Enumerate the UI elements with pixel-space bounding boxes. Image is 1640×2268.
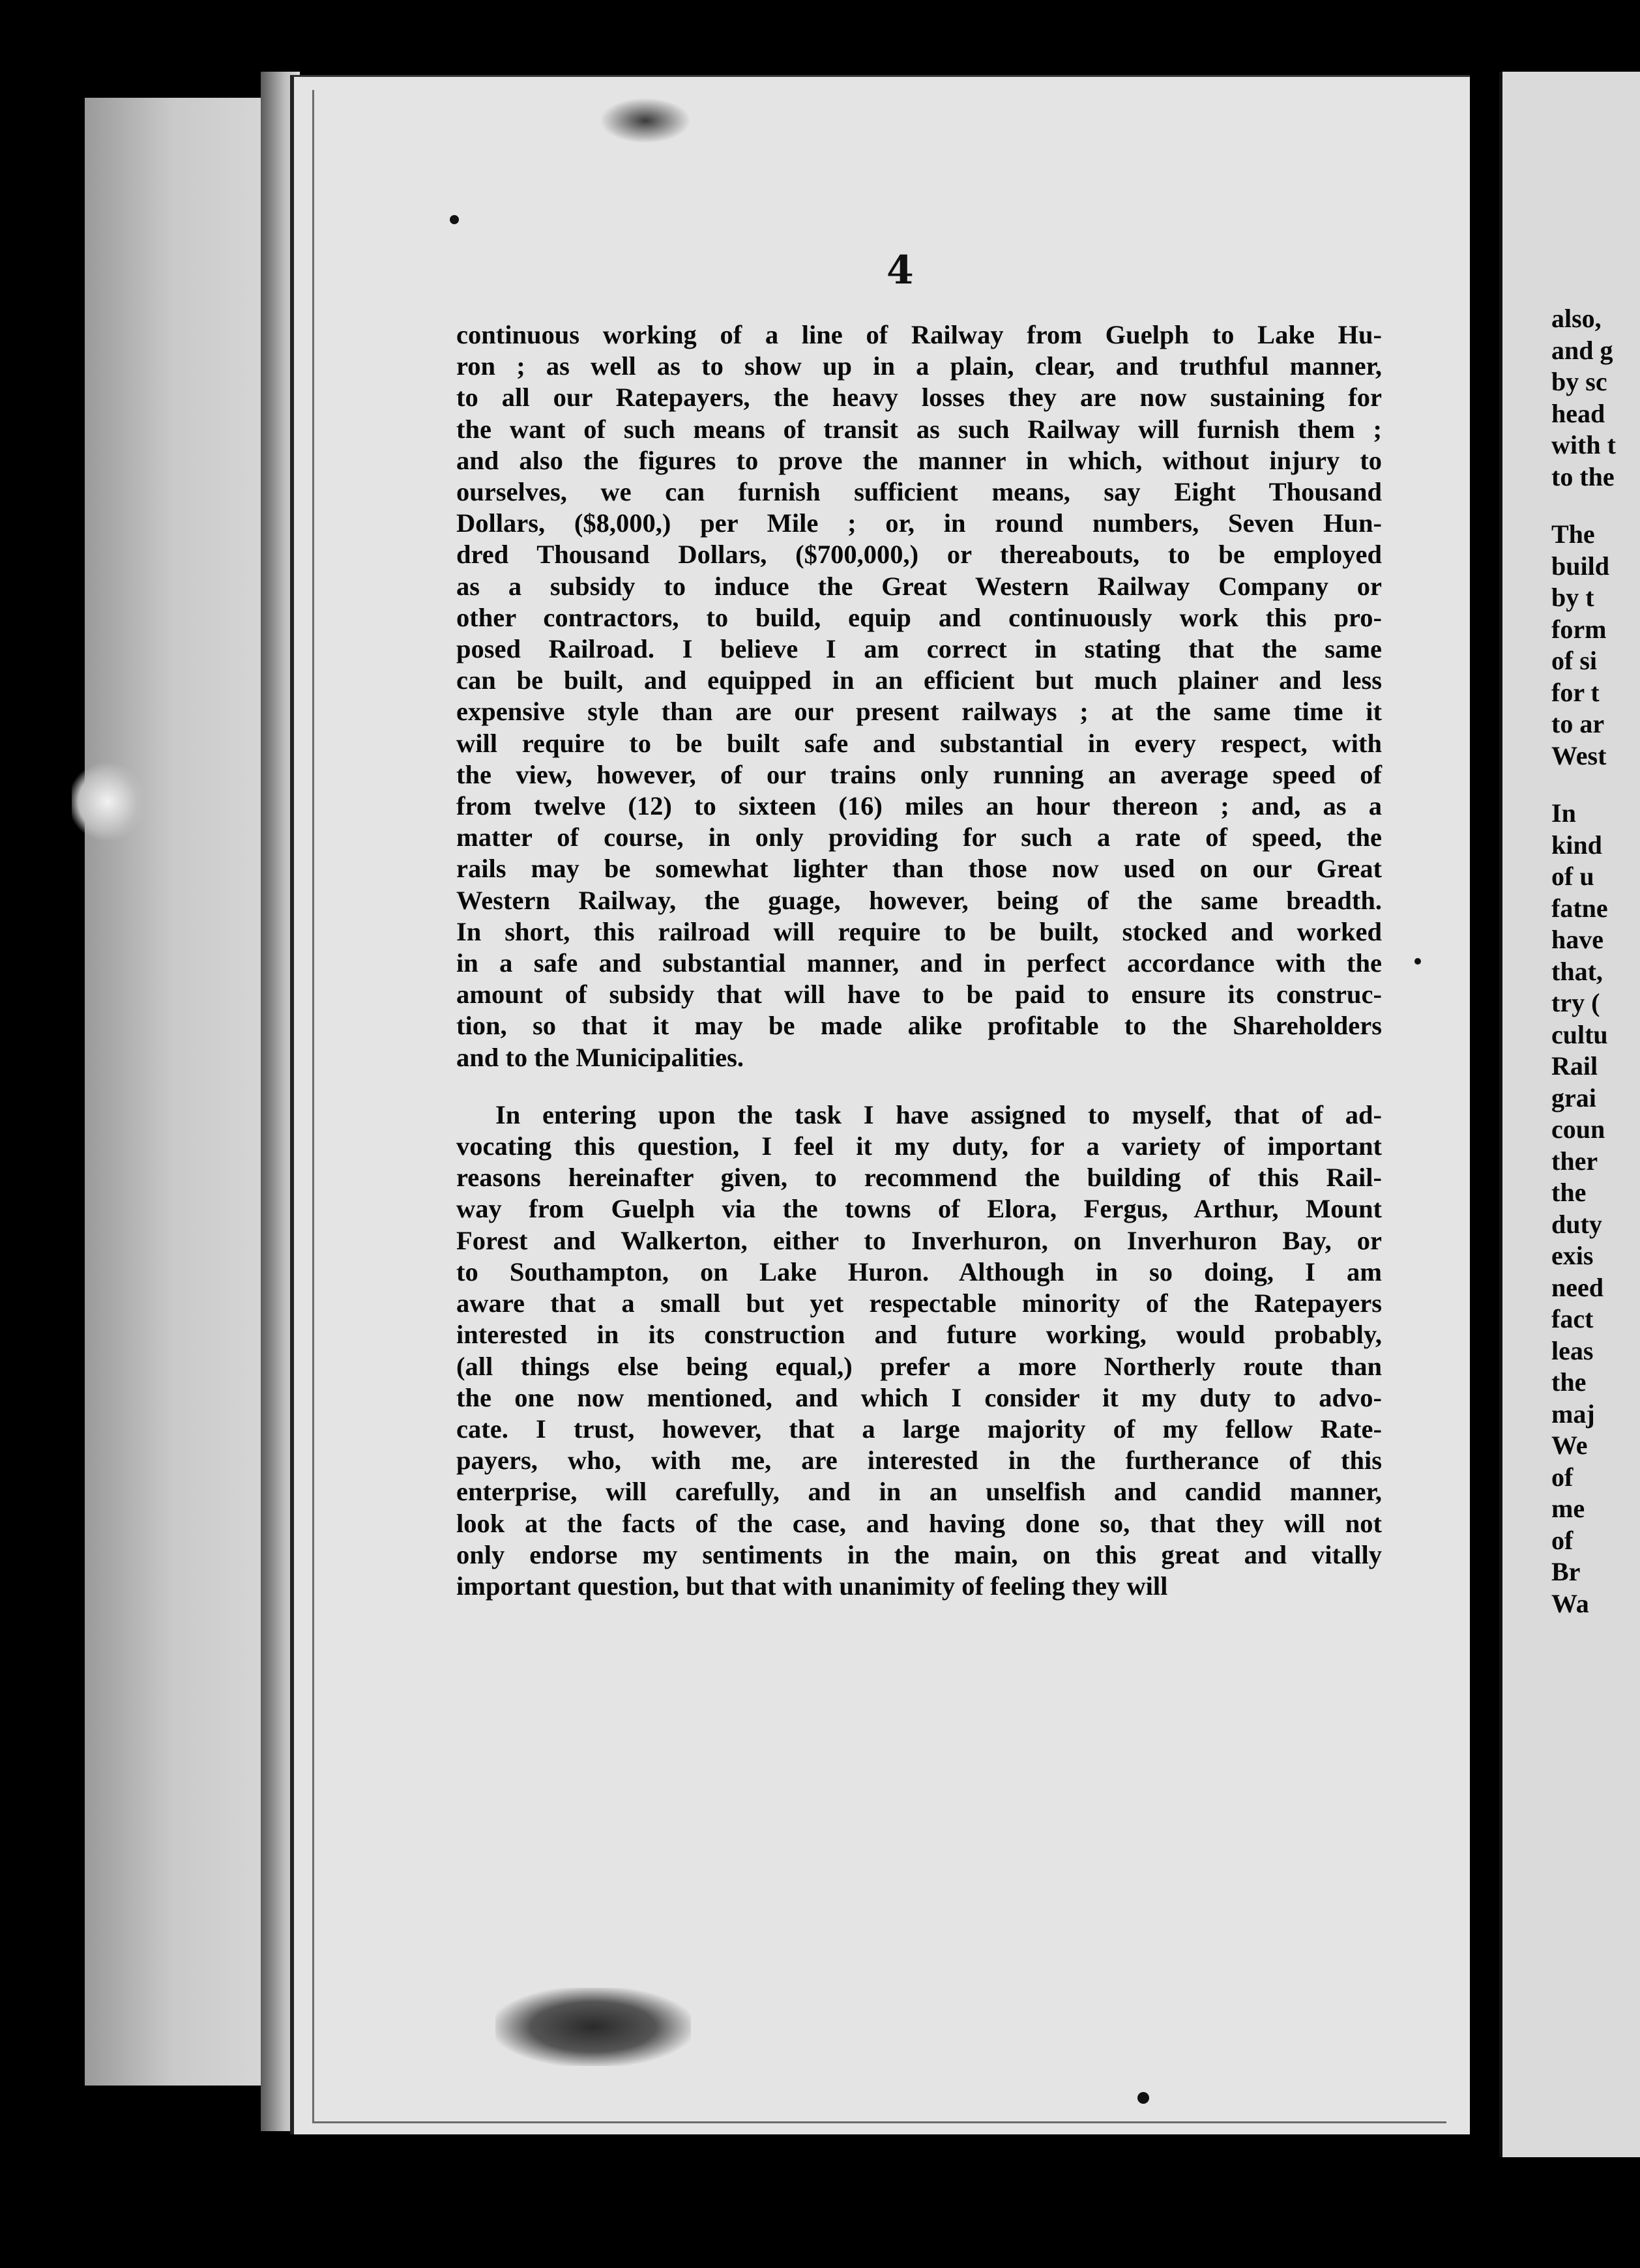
text-line: Forest and Walkerton, either to Inverhuron, on Inverhuron Bay, or [456, 1225, 1382, 1255]
text-line: reasons hereinafter given, to recommend the building of this Rail- [456, 1163, 1382, 1193]
speck [1137, 2092, 1149, 2104]
adjacent-text-line: ther [1551, 1146, 1598, 1176]
adjacent-text-line: and g [1551, 335, 1613, 365]
text-line: and to the Municipalities. [456, 1042, 744, 1072]
adjacent-text-line: maj [1551, 1399, 1595, 1429]
text-line: the view, however, of our trains only running an average speed of [456, 759, 1382, 789]
page-gutter [1470, 0, 1499, 2268]
adjacent-text-line: by sc [1551, 367, 1607, 396]
adjacent-text-line: exis [1551, 1241, 1594, 1270]
text-line: the want of such means of transit as such Railway will furnish them ; [456, 414, 1382, 444]
text-line: can be built, and equipped in an efficient but much plainer and less [456, 665, 1382, 695]
adjacent-page-text [1551, 303, 1640, 1620]
adjacent-paragraph-gap [1551, 493, 1640, 519]
adjacent-text-line: of u [1551, 862, 1594, 891]
adjacent-text-line: for t [1551, 677, 1600, 707]
text-line: amount of subsidy that will have to be paid to ensure its construc- [456, 980, 1382, 1010]
adjacent-text-line: form [1551, 614, 1607, 644]
adjacent-text-line: Wa [1551, 1588, 1589, 1618]
adjacent-text-line: The [1551, 519, 1595, 549]
text-line: only endorse my sentiments in the main, on this great and vitally [456, 1539, 1382, 1569]
text-line: tion, so that it may be made alike profitable to the Shareholders [456, 1011, 1382, 1041]
adjacent-text-line: with t [1551, 430, 1616, 459]
adjacent-text-line: fact [1551, 1304, 1594, 1333]
adjacent-text-line: try ( [1551, 988, 1600, 1017]
adjacent-text-line: of [1551, 1462, 1574, 1492]
text-line: continuous working of a line of Railway from Guelph to Lake Hu- [456, 320, 1382, 349]
adjacent-paragraph-gap [1551, 772, 1640, 798]
adjacent-text-line: coun [1551, 1114, 1605, 1144]
page-number: 4 [886, 248, 914, 293]
text-line: enterprise, will carefully, and in an unselfish and candid manner, [456, 1477, 1382, 1507]
text-line: payers, who, with me, are interested in the furtherance of this [456, 1446, 1382, 1476]
adjacent-text-line: West [1551, 740, 1607, 770]
adjacent-text-line: the [1551, 1367, 1587, 1397]
text-line: as a subsidy to induce the Great Western Railway Company or [456, 571, 1382, 601]
ink-smudge-bottom [495, 1988, 691, 2066]
ink-smudge-top [600, 98, 691, 143]
text-line: expensive style than are our present railways ; at the same time it [456, 697, 1382, 727]
text-line: In short, this railroad will require to be built, stocked and worked [456, 916, 1382, 946]
adjacent-text-line: grai [1551, 1083, 1596, 1112]
paragraph-1 [456, 319, 1382, 1073]
left-margin-strip [85, 98, 280, 2086]
adjacent-text-line: of si [1551, 646, 1597, 675]
text-line: In entering upon the task I have assigned to myself, that of ad- [495, 1099, 1382, 1129]
adjacent-text-line: We [1551, 1431, 1588, 1460]
adjacent-text-line: that, [1551, 956, 1603, 986]
text-line: aware that a small but yet respectable minority of the Ratepayers [456, 1288, 1382, 1318]
adjacent-text-line: duty [1551, 1209, 1602, 1239]
body-text [456, 319, 1382, 1602]
adjacent-text-line: Br [1551, 1557, 1581, 1586]
text-line: will require to be built safe and substantial in every respect, with [456, 728, 1382, 758]
adjacent-text-line: the [1551, 1178, 1587, 1207]
adjacent-text-line: build [1551, 551, 1609, 581]
adjacent-text-line: In [1551, 798, 1576, 828]
adjacent-text-line: Rail [1551, 1051, 1598, 1081]
text-line: rails may be somewhat lighter than those now used on our Great [456, 854, 1382, 884]
text-line: dred Thousand Dollars, ($700,000,) or thereabouts, to be employed [456, 540, 1382, 570]
text-line: the one now mentioned, and which I consider it my duty to advo- [456, 1382, 1382, 1412]
text-line: interested in its construction and future working, would probably, [456, 1320, 1382, 1350]
text-line: vocating this question, I feel it my duty, for a variety of important [456, 1131, 1382, 1161]
text-line: from twelve (12) to sixteen (16) miles an hour thereon ; and, as a [456, 791, 1382, 821]
adjacent-text-line: of [1551, 1525, 1574, 1555]
text-line: important question, but that with unanimity of feeling they will [456, 1571, 1168, 1601]
text-line: way from Guelph via the towns of Elora, Fergus, Arthur, Mount [456, 1194, 1382, 1224]
paper-stain-left [72, 763, 143, 841]
speck [450, 215, 459, 224]
text-line: posed Railroad. I believe I am correct in stating that the same [456, 634, 1382, 664]
text-line: and also the figures to prove the manner in which, without injury to [456, 445, 1382, 475]
text-line: (all things else being equal,) prefer a more Northerly route than [456, 1351, 1382, 1381]
adjacent-text-line: need [1551, 1272, 1603, 1302]
adjacent-text-line: to the [1551, 461, 1615, 491]
text-line: other contractors, to build, equip and continuously work this pro- [456, 602, 1382, 632]
adjacent-text-line: leas [1551, 1335, 1594, 1365]
adjacent-text-line: me [1551, 1494, 1585, 1523]
adjacent-text-line: cultu [1551, 1019, 1608, 1049]
text-line: in a safe and substantial manner, and in perfect accordance with the [456, 948, 1382, 978]
adjacent-text-line: also, [1551, 304, 1602, 333]
text-line: matter of course, in only providing for such a rate of speed, the [456, 822, 1382, 852]
text-line: to Southampton, on Lake Huron. Although in so doing, I am [456, 1257, 1382, 1287]
adjacent-text-line: to ar [1551, 709, 1605, 738]
text-line: look at the facts of the case, and having done so, that they will not [456, 1508, 1382, 1538]
speck [1414, 958, 1421, 965]
adjacent-text-line: fatne [1551, 893, 1608, 923]
paragraph-2 [456, 1099, 1382, 1602]
text-line: Dollars, ($8,000,) per Mile ; or, in round numbers, Seven Hun- [456, 508, 1382, 538]
paragraph-gap [456, 1073, 1382, 1099]
adjacent-text-line: kind [1551, 830, 1602, 860]
text-line: ourselves, we can furnish sufficient means, say Eight Thousand [456, 477, 1382, 507]
text-line: to all our Ratepayers, the heavy losses they are now sustaining for [456, 383, 1382, 413]
adjacent-text-line: have [1551, 925, 1603, 954]
text-line: cate. I trust, however, that a large majority of my fellow Rate- [456, 1414, 1382, 1444]
adjacent-text-line: head [1551, 398, 1605, 428]
text-line: Western Railway, the guage, however, being of the same breadth. [456, 885, 1382, 915]
adjacent-text-line: by t [1551, 583, 1594, 612]
text-line: ron ; as well as to show up in a plain, clear, and truthful manner, [456, 351, 1382, 381]
